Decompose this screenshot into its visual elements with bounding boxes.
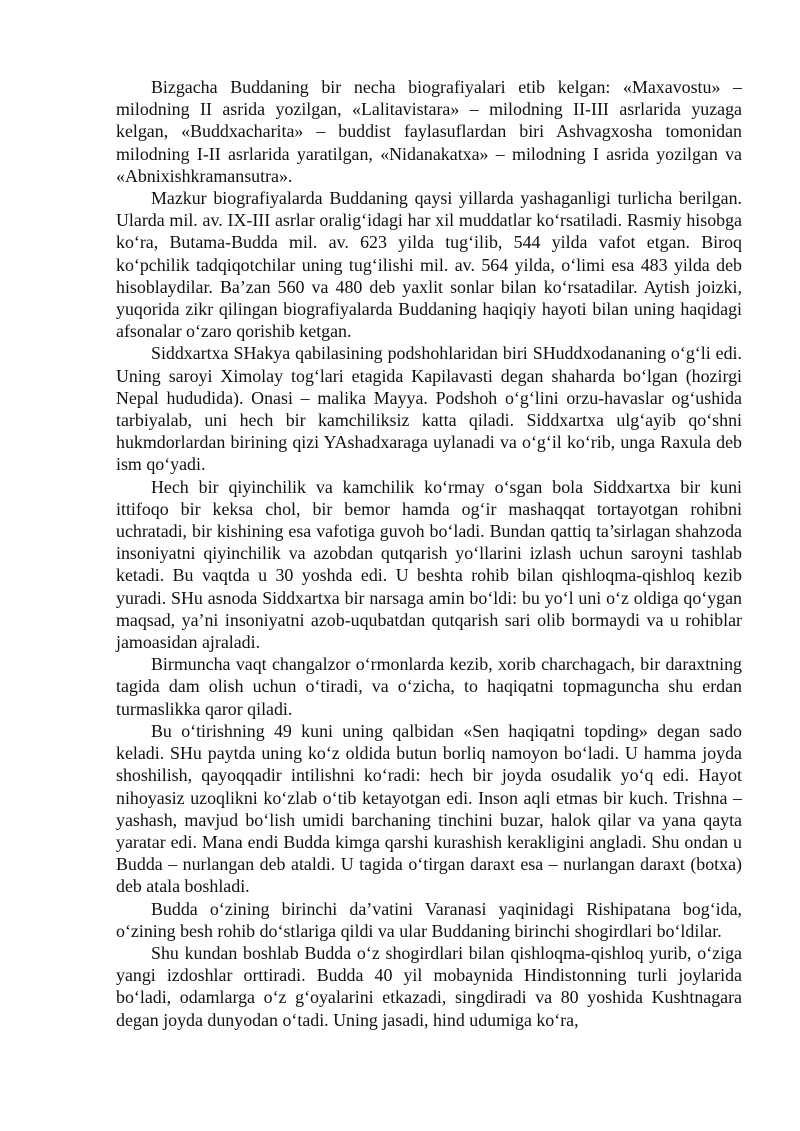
paragraph-teaching-years: Shu kundan boshlab Budda o‘z shogirdlari bilan qishloqma-qishloq yurib, o‘ziga yangi izdoshlar orttiradi. Budda 40 yil mobaynida Hindistonning turli joylarida bo‘ladi, odamlarga o‘z g‘oyalarini etkazadi, singdiradi va 80 yoshida Kushtnagara degan joyda dunyodan o‘tadi. Uning jasadi, hind udumiga ko‘ra, bbox=[116, 942, 742, 1030]
paragraph-meditation: Birmuncha vaqt changalzor o‘rmonlarda kezib, xorib charchagach, bir daraxtning tagida dam olish uchun o‘tiradi, va o‘zicha, to haqiqatni topmaguncha shu erdan turmaslikka qaror qiladi. bbox=[116, 654, 742, 719]
paragraph-dates: Mazkur biografiyalarda Buddaning qaysi yillarda yashaganligi turlicha berilgan. Ularda mil. av. IX-III asrlar oralig‘idagi har xil muddatlar ko‘rsatiladi. Rasmiy hisobga ko‘ra, Butama-Budda mil. av. 623 yilda tug‘ilib, 544 yilda vafot etgan. Biroq ko‘pchilik tadqiqotchilar uning tug‘ilishi mil. av. 564 yilda, o‘limi esa 483 yilda deb hisoblaydilar. Ba’zan 560 va 480 deb yaxlit sonlar bilan ko‘rsatadilar. Aytish joizki, yuqorida zikr qilingan biografiyalarda Buddaning haqiqiy hayoti bilan uning haqidagi afsonalar o‘zaro qorishib ketgan. bbox=[116, 188, 742, 342]
document-page bbox=[116, 76, 742, 1031]
paragraph-first-sermon: Budda o‘zining birinchi da’vatini Varanasi yaqinidagi Rishipatana bog‘ida, o‘zining besh rohib do‘stlariga qildi va ular Buddaning birinchi shogirdlari bo‘ldilar. bbox=[116, 898, 742, 941]
paragraph-origin: Siddxartxa SHakya qabilasining podshohlaridan biri SHuddxodananing o‘g‘li edi. Uning saroyi Ximolay tog‘lari etagida Kapilavasti degan shaharda bo‘lgan (hozirgi Nepal hududida). Onasi – malika Mayya. Podshoh o‘g‘lini orzu-havaslar og‘ushida tarbiyalab, uni hech bir kamchiliksiz katta qiladi. Siddxartxa ulg‘ayib qo‘shni hukmdorlardan birining qizi YAshadxaraga uylanadi va o‘g‘il ko‘rib, unga Raxula deb ism qo‘yadi. bbox=[116, 343, 742, 475]
paragraph-enlightenment: Bu o‘tirishning 49 kuni uning qalbidan «Sen haqiqatni topding» degan sado keladi. SHu paytda uning ko‘z oldida butun borliq namoyon bo‘ladi. U hamma joyda shoshilish, qayoqqadir intilishni ko‘radi: hech bir joyda osudalik yo‘q edi. Hayot nihoyasiz uzoqlikni ko‘zlab o‘tib ketayotgan edi. Inson aqli etmas bir kuch. Trishna – yashash, mavjud bo‘lish umidi barchaning tinchini buzar, halok qilar va yana qayta yaratar edi. Mana endi Budda kimga qarshi kurashish kerakligini angladi. Shu ondan u Budda – nurlangan deb ataldi. U tagida o‘tirgan daraxt esa – nurlangan daraxt (botxa) deb atala boshladi. bbox=[116, 720, 742, 897]
paragraph-biographies: Bizgacha Buddaning bir necha biografiyalari etib kelgan: «Maxavostu» – milodning II asrida yozilgan, «Lalitavistara» – milodning II-III asrlarida yuzaga kelgan, «Buddxacharita» – buddist faylasuflardan biri Ashvagxosha tomonidan milodning I-II asrlarida yaratilgan, «Nidanakatxa» – milodning I asrida yozilgan va «Abnixishkramansutra». bbox=[116, 77, 742, 186]
paragraph-departure: Hech bir qiyinchilik va kamchilik ko‘rmay o‘sgan bola Siddxartxa bir kuni ittifoqo bir keksa chol, bir bemor hamda og‘ir mashaqqat tortayotgan rohibni uchratadi, bir kishining esa vafotiga guvoh bo‘ladi. Bundan qattiq ta’sirlagan shahzoda insoniyatni qiyinchilik va azobdan qutqarish yo‘llarini izlash uchun saroyni tashlab ketadi. Bu vaqtda u 30 yoshda edi. U beshta rohib bilan qishloqma-qishloq kezib yuradi. SHu asnoda Siddxartxa bir narsaga amin bo‘ldi: bu yo‘l uni o‘z oldiga qo‘ygan maqsad, ya’ni insoniyatni azob-uqubatdan qutqarish sari olib bormaydi va u rohiblar jamoasidan ajraladi. bbox=[116, 476, 742, 653]
